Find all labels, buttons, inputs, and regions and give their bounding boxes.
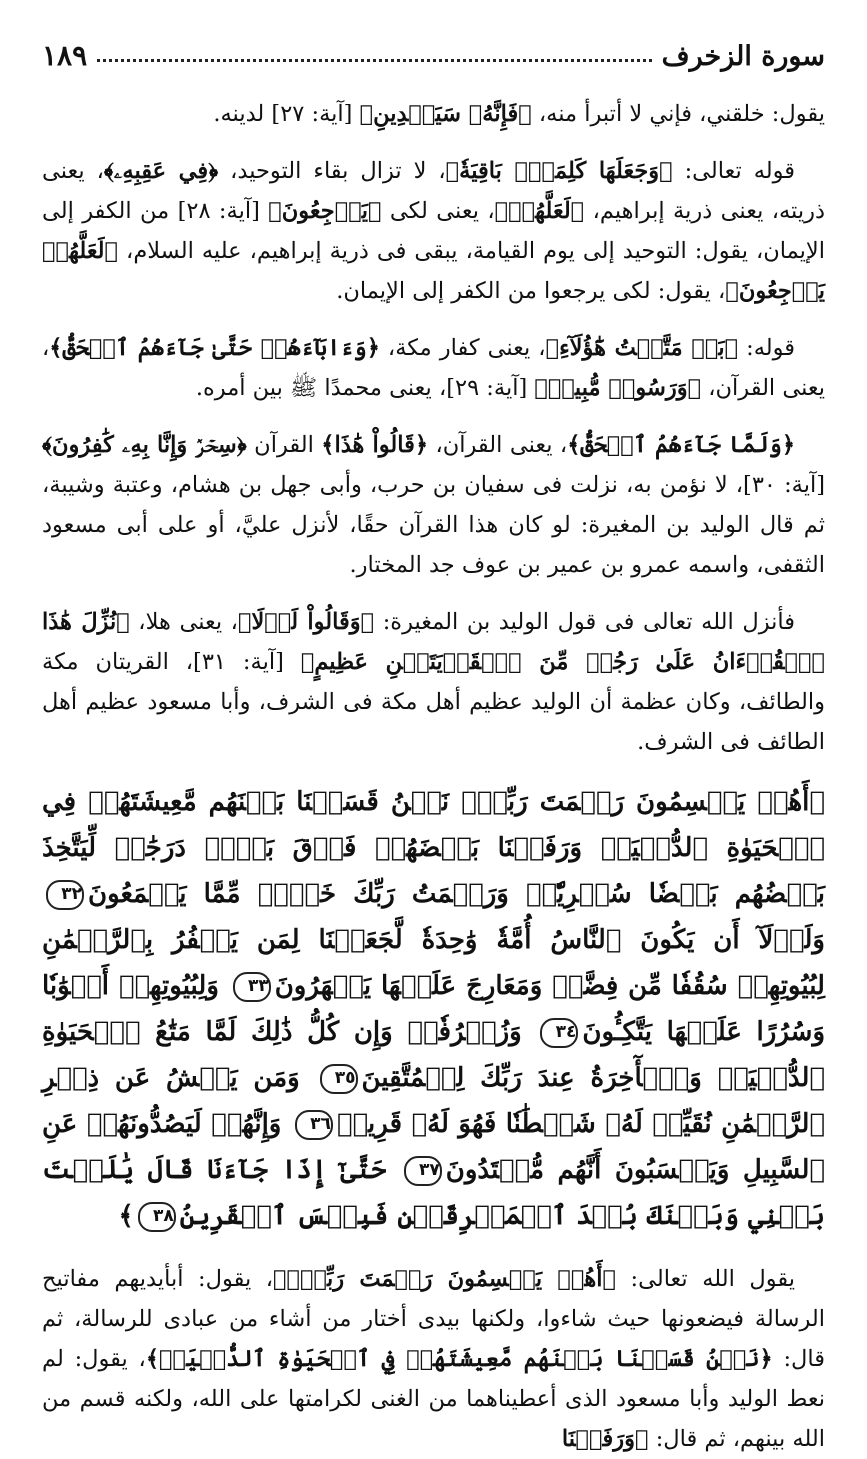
text: ، يعنى القرآن، [42,335,825,401]
verse-number-marker: ٣٦ [295,1110,333,1140]
verse-33: وَلَوۡلَآ أَن يَكُونَ ٱلنَّاسُ أُمَّةٗ وَٰحِدَةٗ لَّجَعَلۡنَا لِمَن يَكۡفُرُ بِٱلرَّحۡمَٰنِ لِبُيُوتِهِمۡ سُقُفٗا مِّن فِضَّةٖ وَمَعَارِجَ عَلَيۡهَا يَظۡهَرُونَ [42,925,825,1001]
text: ، يقول: أبأيديهم مفاتيح الرسالة فيضعونها حيث شاءوا، ولكنها بيدى أختار من أشاء من عبادى للرسالة، ثم قال: [42,1266,825,1372]
verse-35: وَزُخۡرُفٗاۚ وَإِن كُلُّ ذَٰلِكَ لَمَّا مَتَٰعُ ٱلۡحَيَوٰةِ ٱلدُّنۡيَاۚ وَٱلۡأٓخِرَةُ عِندَ رَبِّكَ لِلۡمُتَّقِينَ [42,1017,826,1093]
text: ، يعنى هلا، [129,609,238,635]
quran-quote: ﴿فَإِنَّهُۥ سَيَهۡدِينِ﴾ [359,101,532,127]
quran-verses-block [42,779,825,1239]
surah-title: سورة الزخرف [661,41,825,72]
text: [آية: ٢٩]، يعنى محمدًا ﷺ بين أمره. [195,375,535,401]
text: ، لا تزال بقاء التوحيد، [218,158,446,184]
text: [آية: ٢٨] من الكفر إلى الإيمان، يقول: التوحيد إلى يوم القيامة، يبقى فى ذرية إبراهيم، عليه السلام، [42,198,825,264]
verse-number-marker: ٣٤ [540,1018,578,1048]
quran-quote: ﴿قَالُواْ هَٰذَا﴾ [321,432,429,458]
text: [آية: ٣٠]، لا نؤمن به، نزلت فى سفيان بن حرب، وأبى جهل بن هشام، وعتبة وشيبة، ثم قال الوليد بن المغيرة: لو كان هذا القرآن حقًا، لأنزل عليَّ، أو على أبى مسعود الثقفى، واسمه عمرو بن عمير بن عوف جد المختار. [42,472,826,578]
verse-number-marker: ٣٧ [404,1156,442,1186]
verse-number-marker: ٣٣ [233,972,271,1002]
quran-quote: ﴿نَحۡنُ قَسَمۡنَا بَيۡنَهُم مَّعِيشَتَهُمۡ فِي ٱلۡحَيَوٰةِ ٱلدُّنۡيَاۚ﴾ [145,1346,773,1372]
text: [آية: ٢٧] لدينه. [213,101,360,127]
verse-34: وَلِبُيُوتِهِمۡ أَبۡوَٰبٗا وَسُرُرًا عَلَيۡهَا يَتَّكِـُٔونَ [42,971,826,1047]
paragraph-commentary [42,1259,825,1459]
paragraph-ayah-31 [42,602,825,762]
quran-quote: ﴿فِي عَقِبِهِۦ﴾ [103,158,219,184]
quran-quote: ﴿لَعَلَّهُمۡ﴾ [494,198,585,224]
paragraph-ayah-27 [42,94,825,134]
verse-38: حَتَّىٰٓ إِذَا جَآءَنَا قَالَ يَٰلَيۡتَ بَيۡنِي وَبَيۡنَكَ بُعۡدَ ٱلۡمَشۡرِقَيۡنِ فَبِئۡسَ ٱلۡقَرِينُ [42,1155,825,1231]
verse-37: وَإِنَّهُمۡ لَيَصُدُّونَهُمۡ عَنِ ٱلسَّبِيلِ وَيَحۡسَبُونَ أَنَّهُم مُّهۡتَدُونَ [42,1109,825,1185]
quran-quote: ﴿وَقَالُواْ لَوۡلَا﴾ [237,609,375,635]
text: قوله تعالى: [672,158,795,184]
quran-quote: ﴿سِحۡرٞ وَإِنَّا بِهِۦ كَٰفِرُونَ﴾ [42,432,247,458]
paragraph-ayah-30 [42,425,825,585]
quran-quote: ﴿وَلَمَّا جَآءَهُمُ ٱلۡحَقُّ﴾ [567,432,795,458]
verse-number-marker: ٣٥ [320,1064,358,1094]
text: ، يعنى لكى [381,198,495,224]
text: ، يعنى القرآن، [428,432,568,458]
quran-quote: ﴿بَلۡ مَتَّعۡتُ هَٰٓؤُلَآءِ﴾ [545,335,739,361]
text: قوله: [738,335,796,361]
quran-quote: ﴿لَعَلَّهُمۡ يَرۡجِعُونَ﴾ [42,238,825,304]
paragraph-ayah-29 [42,328,825,408]
text: فأنزل الله تعالى فى قول الوليد بن المغيرة: [374,609,795,635]
page-body [42,94,825,1459]
text: ، يقول: لم نعط الوليد وأبا مسعود الذى أعطيناهما من الغنى لكرامتها على الله، ولكنه قسم من الله بينهم، ثم قال: [42,1346,825,1452]
text: يقول الله تعالى: [615,1266,795,1292]
quran-quote: ﴿وَرَفَعۡنَا [561,1426,649,1452]
verse-number-marker: ٣٨ [138,1202,176,1232]
quran-quote: ﴿وَرَسُولٞ مُّبِينٞ﴾ [534,375,702,401]
verse-number-marker: ٣٢ [46,880,84,910]
verse-36: وَمَن يَعۡشُ عَن ذِكۡرِ ٱلرَّحۡمَٰنِ نُقَيِّضۡ لَهُۥ شَيۡطَٰنٗا فَهُوَ لَهُۥ قَرِينٞ [42,1063,825,1139]
text: يقول: خلقني، فإني لا أتبرأ منه، [531,101,825,127]
page-number: ١٨٩ [42,39,88,72]
dotted-leader [97,59,652,62]
text: ، يعنى كفار مكة، [379,335,546,361]
text: [آية: ٣١]، القريتان مكة والطائف، وكان عظمة أن الوليد عظيم أهل مكة فى الشرف، وأبا مسعود عظيم أهل الطائف فى الشرف. [42,649,825,755]
quran-quote: ﴿أَهُمۡ يَقۡسِمُونَ رَحۡمَتَ رَبِّكَۚ﴾ [273,1266,616,1292]
paragraph-ayah-28 [42,151,825,311]
quran-quote: ﴿يَرۡجِعُونَ﴾ [268,198,382,224]
quran-quote: ﴿نُزِّلَ هَٰذَا ٱلۡقُرۡءَانُ عَلَىٰ رَجُلٖ مِّنَ ٱلۡقَرۡيَتَيۡنِ عَظِيمٍ﴾ [42,609,825,675]
verse-32: ﴿أَهُمۡ يَقۡسِمُونَ رَحۡمَتَ رَبِّكَۚ نَحۡنُ قَسَمۡنَا بَيۡنَهُم مَّعِيشَتَهُمۡ فِي ٱلۡحَيَوٰةِ ٱلدُّنۡيَاۚ وَرَفَعۡنَا بَعۡضَهُمۡ فَوۡقَ بَعۡضٖ دَرَجَٰتٖ لِّيَتَّخِذَ بَعۡضُهُم بَعۡضٗا سُخۡرِيّٗاۗ وَرَحۡمَتُ رَبِّكَ خَيۡرٞ مِّمَّا يَجۡمَعُونَ [42,787,825,909]
text: القرآن [246,432,322,458]
text: ، يعنى ذريته، يعنى ذرية إبراهيم، [42,158,825,224]
quran-quote: ﴿وَءَابَآءَهُمۡ حَتَّىٰ جَآءَهُمُ ٱلۡحَقُّ﴾ [49,335,380,361]
text: ، يقول: لكى يرجعوا من الكفر إلى الإيمان. [336,278,726,304]
quran-quote: ﴿وَجَعَلَهَا كَلِمَةَۢ بَاقِيَةٗ﴾ [445,158,673,184]
page-header [42,28,825,72]
closing-bracket: ﴾ [118,1201,134,1231]
